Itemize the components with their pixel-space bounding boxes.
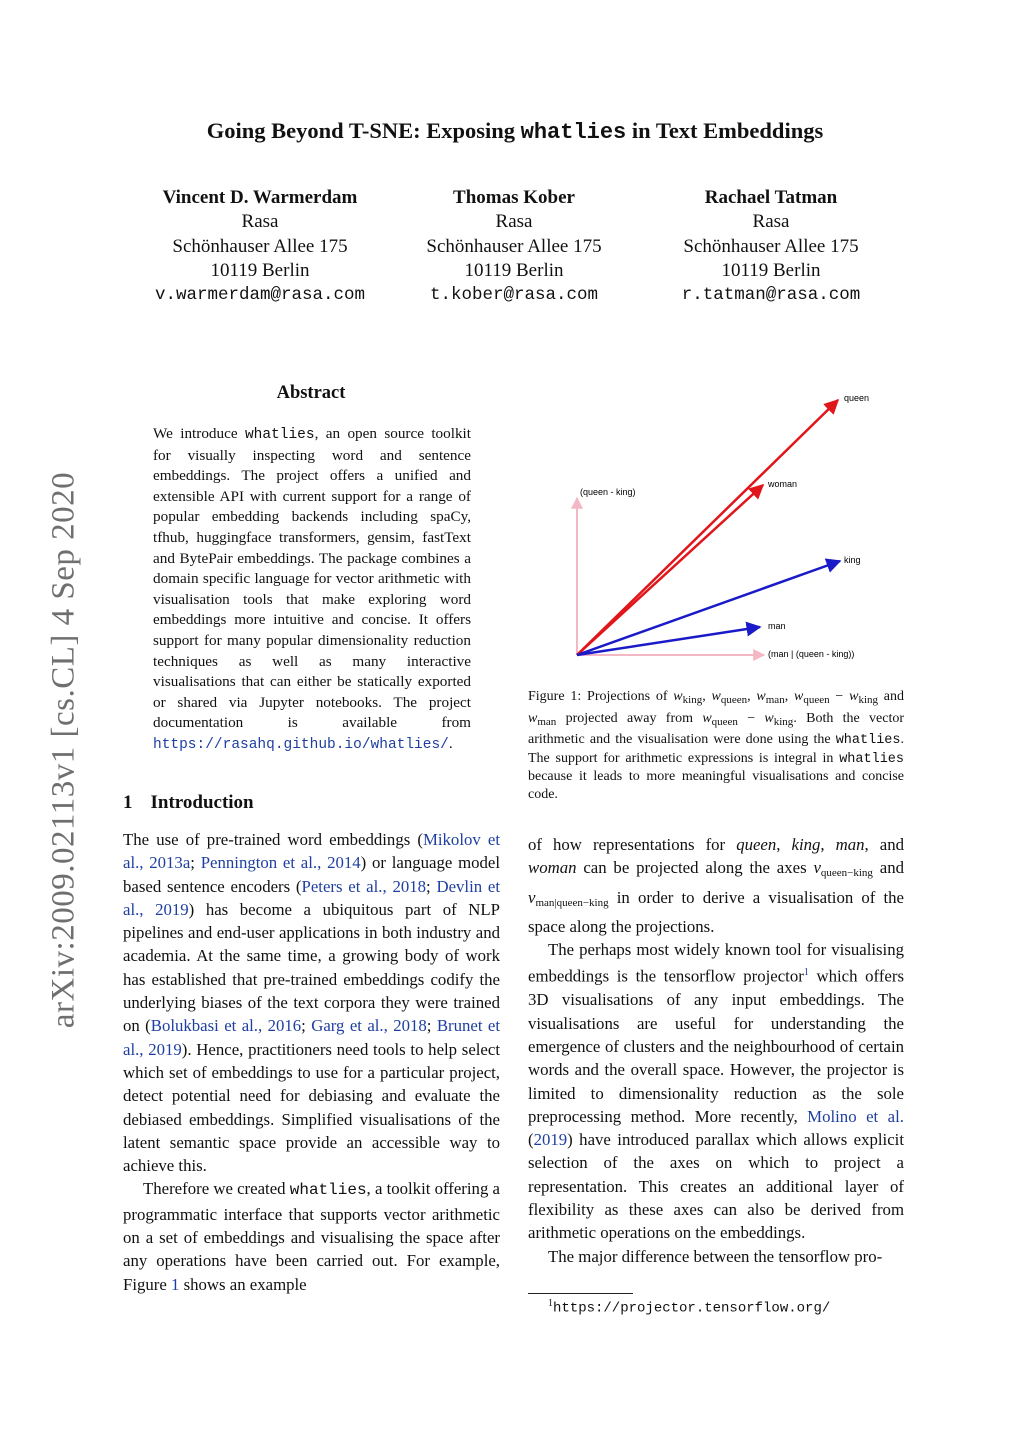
queen-vector: [577, 400, 838, 655]
math-sub: man|queen−king: [535, 896, 609, 909]
section-number: 1: [123, 792, 133, 813]
author-name: Rachael Tatman: [704, 187, 838, 208]
title-text: Going Beyond T-SNE: Exposing: [206, 118, 521, 143]
text: The perhaps most widely known tool for visualising embeddings is the tensorflow projector: [528, 940, 904, 987]
label-y-axis: (queen - king): [580, 487, 636, 497]
code-whatlies: whatlies: [289, 1181, 367, 1200]
italic-word: woman: [528, 858, 577, 878]
text: −: [829, 689, 850, 704]
arxiv-identifier: [44, 460, 84, 1040]
math: v: [813, 858, 821, 878]
citation-link[interactable]: Brunet et al., 2019: [123, 1016, 500, 1059]
documentation-link[interactable]: https://rasahq.github.io/whatlies/: [153, 736, 449, 753]
math: w: [702, 710, 712, 726]
abstract-body: [153, 424, 471, 756]
text: Projections of: [581, 689, 674, 704]
label-x-axis: (man | (queen - king)): [768, 649, 855, 659]
author-name: Vincent D. Warmerdam: [162, 187, 358, 208]
math: w: [711, 689, 721, 704]
math: v: [528, 887, 536, 907]
label-man: man: [768, 621, 786, 631]
author-city: 10119 Berlin: [721, 259, 821, 281]
citation-link[interactable]: Devlin et al., 2019: [123, 876, 501, 919]
text: ;: [301, 1016, 312, 1036]
text: ;: [426, 876, 437, 896]
text: Therefore we created: [143, 1179, 290, 1199]
citation-link[interactable]: Peters et al., 2018: [301, 876, 427, 896]
text: The use of pre-trained word embeddings (: [123, 830, 423, 849]
text: of how representations for: [528, 835, 737, 854]
paper-title: [100, 118, 930, 145]
code-whatlies: whatlies: [835, 733, 901, 749]
caption-label: Figure 1:: [528, 689, 582, 704]
paragraph: [528, 833, 904, 938]
paragraph: [123, 828, 500, 1177]
figure-reference-link[interactable]: 1: [171, 1274, 180, 1294]
figure-caption: [528, 688, 904, 804]
italic-word: king: [791, 835, 821, 854]
author-block: [641, 186, 901, 307]
citation-link[interactable]: Garg et al., 2018: [311, 1016, 427, 1036]
italic-word: queen: [736, 835, 777, 854]
arxiv-identifier-text: arXiv:2009.02113v1 [cs.CL] 4 Sep 2020: [45, 471, 82, 1029]
math: w: [849, 689, 859, 704]
text: (: [528, 1130, 534, 1150]
author-block: [130, 186, 390, 307]
math-sub: queen: [803, 694, 830, 706]
author-email[interactable]: r.tatman@rasa.com: [681, 285, 861, 306]
code-whatlies: whatlies: [839, 751, 904, 767]
paragraph: [123, 1177, 500, 1295]
king-vector: [577, 561, 840, 655]
author-block: [384, 186, 644, 307]
left-column: [123, 828, 500, 1296]
footnote-number: 1: [548, 1298, 553, 1309]
text: −: [737, 710, 765, 726]
text: ) have introduced parallax which allows explicit selection of the axes on which to project a representation. This creates an additional layer of flexibility as these axes can also be derived from arithmetic operations on the embeddings.: [528, 1130, 904, 1243]
author-email[interactable]: t.kober@rasa.com: [429, 285, 599, 306]
author-affiliation: Rasa: [495, 211, 533, 233]
footnote-rule: [528, 1293, 633, 1294]
section-title: Introduction: [150, 792, 254, 813]
author-name: Thomas Kober: [453, 187, 575, 208]
paragraph: [528, 938, 904, 1244]
citation-link[interactable]: Mikolov et al., 2013a: [123, 830, 500, 873]
citation-link[interactable]: Bolukbasi et al., 2016: [150, 1016, 302, 1036]
abstract-text: , an open source toolkit for visually inspecting word and sentence embeddings. The project offers a unified and extensible API with current support for a range of popular embedding backends including spaCy, tfhub, huggingface transformers, gensim, fastText and BytePair embeddings. The package combines a domain specific language for vector arithmetic with visualisation tools that make exploring word embeddings more intuitive and concise. It offers support for many popular dimensionality reduction techniques as well as many interactive visualisations that can either be statically exported or shared via Jupyter notebooks. The project documentation is available from: [153, 425, 471, 732]
title-text-end: in Text Embeddings: [626, 118, 824, 143]
label-queen: queen: [844, 393, 870, 403]
author-affiliation: Rasa: [752, 211, 790, 233]
text: and: [872, 858, 904, 878]
paragraph: The major difference between the tensorflow pro-: [548, 1246, 883, 1266]
title-code: whatlies: [520, 120, 627, 145]
right-column: [528, 833, 904, 1268]
text: shows an example: [179, 1274, 307, 1294]
author-email[interactable]: v.warmerdam@rasa.com: [154, 285, 366, 306]
text: ) has become a ubiquitous part of NLP pipelines and end-user applications in both industry and academia. At the same time, a growing body of work has established that pre-trained embeddings codify the underlying biases of the text corpora they were trained on (: [123, 899, 500, 1036]
text: . The support for arithmetic expressions is integral in: [528, 732, 904, 766]
label-woman: woman: [768, 479, 798, 489]
math-sub: king: [858, 694, 878, 706]
abstract-text: We introduce: [153, 425, 245, 442]
author-street: Schönhauser Allee 175: [172, 235, 348, 257]
text: and: [878, 689, 905, 704]
text: . Both the vector arithmetic and the visualisation were done using the: [528, 710, 904, 748]
author-city: 10119 Berlin: [464, 259, 564, 281]
author-affiliation: Rasa: [241, 211, 279, 233]
math-sub: queen: [720, 694, 748, 706]
woman-vector: [577, 485, 763, 655]
text: projected away from: [556, 710, 703, 726]
citation-link[interactable]: 2019: [533, 1130, 568, 1150]
math: w: [673, 689, 683, 704]
math-sub: man: [765, 694, 785, 706]
author-street: Schönhauser Allee 175: [426, 235, 602, 257]
text: ,: [784, 689, 794, 704]
citation-link[interactable]: Molino et al.: [807, 1106, 904, 1126]
text: ,: [820, 835, 836, 854]
math-sub: queen: [711, 715, 738, 728]
math-sub: man: [537, 715, 557, 728]
text: which offers 3D visualisations of any input embeddings. The visualisations are useful for understanding the emergence of clusters and the neighbourhood of certain words and the overall space. However, the projector is limited to dimensionality reduction as the sole preprocessing method. More recently,: [528, 967, 904, 1126]
figure-projection-plot: [560, 383, 920, 673]
label-king: king: [844, 555, 861, 565]
text: in order to derive a visualisation of the space along the projections.: [528, 887, 904, 936]
abstract-text: .: [448, 734, 453, 752]
math: w: [764, 710, 774, 726]
text: , and: [864, 835, 905, 854]
math-sub: queen−king: [820, 867, 873, 880]
section-heading: [123, 792, 254, 814]
footnote-link[interactable]: https://projector.tensorflow.org/: [553, 1300, 831, 1317]
math-sub: king: [682, 694, 703, 706]
footnote-marker[interactable]: 1: [803, 967, 809, 979]
text: ). Hence, practitioners need tools to help select which set of embeddings to use for a particular project, detect potential need for debiasing and evaluate the debiased embeddings. Simplified visualisations of the latent semantic space provide an accessible way to achieve this.: [123, 1039, 500, 1176]
text: ;: [426, 1016, 437, 1036]
code-whatlies: whatlies: [244, 427, 315, 443]
text: can be projected along the axes: [576, 858, 814, 878]
text: ,: [747, 689, 757, 704]
author-street: Schönhauser Allee 175: [683, 235, 859, 257]
math: w: [756, 689, 766, 704]
text: , a toolkit offering a programmatic interface that supports vector arithmetic on a set of embeddings and visualising the space after any operations have been carried out. For example, Figure: [123, 1179, 500, 1294]
text: ) or language model based sentence encoders (: [123, 853, 501, 896]
text: ,: [776, 835, 792, 854]
math-sub: king: [773, 715, 794, 728]
footnote: [548, 1298, 830, 1317]
math: w: [528, 710, 538, 726]
author-city: 10119 Berlin: [210, 259, 310, 281]
abstract-heading: Abstract: [276, 383, 346, 403]
italic-word: man: [835, 835, 865, 854]
math: w: [794, 689, 804, 704]
text: ;: [190, 853, 201, 873]
citation-link[interactable]: Pennington et al., 2014: [200, 853, 361, 873]
text: because it leads to more meaningful visualisations and concise code.: [528, 769, 904, 802]
text: ,: [702, 689, 712, 704]
